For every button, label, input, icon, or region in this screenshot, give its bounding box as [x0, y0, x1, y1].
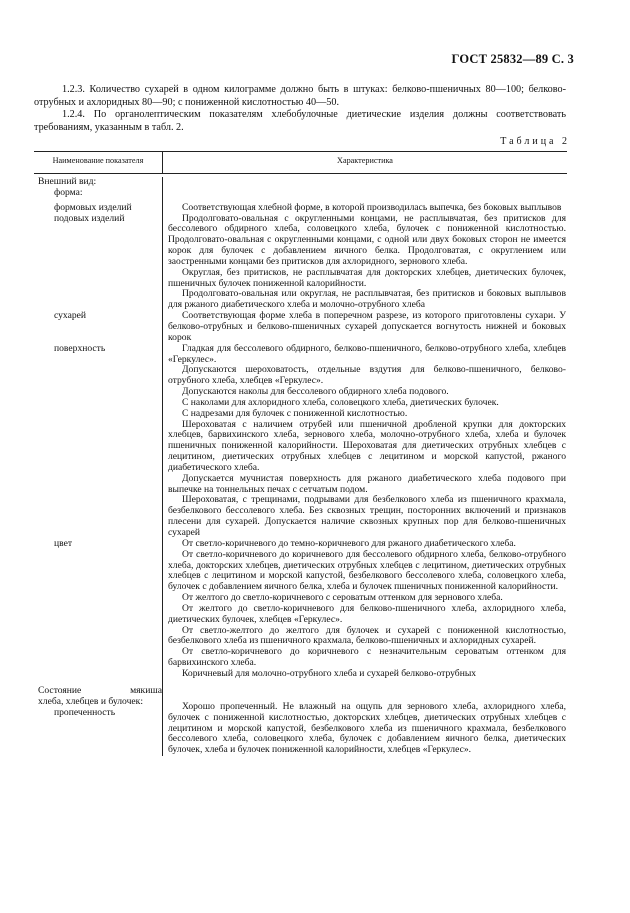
- row-label: хлеба, хлебцев и булочек:: [38, 695, 143, 707]
- row-text: Соответствующая хлебной форме, в которой производилась выпечка, без боковых выплывов: [182, 201, 562, 213]
- row-text: С надрезами для булочек с пониженной кислотностью.: [182, 407, 408, 419]
- table-row-colour: [34, 539, 567, 680]
- table-row-mould-products: [34, 203, 567, 214]
- row-label: подовых изделий: [54, 212, 125, 224]
- row-text: Шероховатая с наличием отрубей или пшеничной дробленой крупки для докторских хлебцев, барвихинского хлеба, зернового хлеба, молочно-отрубного хлеба, хлеба и булочек пшеничных пониженной калорийности. Шероховатая для диетических отрубных хлебцев с лецитином, диетических отрубных хлебцев с лецитином и морской капустой, ржаного диабетического хлеба.: [168, 418, 566, 473]
- row-text: С наколами для ахлоридного хлеба, соловецкого хлеба, диетических булочек.: [182, 396, 499, 408]
- row-text: От светло-коричневого до коричневого для бессолевого обдирного хлеба, белково-отрубного хлеба, докторских хлебцев, диетических отрубных хлебцев с лецитином, диетических отрубных хлебцев с лецитином и морской капустой, безбелкового бессолевого хлеба, соловецкого хлеба, булочек с добавлением яичного белка, хлеба и булочек пшеничных пониженной калорийности.: [168, 548, 566, 593]
- row-label: форма:: [54, 186, 83, 198]
- table-label: Таблица 2: [500, 136, 570, 147]
- row-text: Соответствующая форме хлеба в поперечном разрезе, из которого приготовлены сухари. У белково-отрубных и белково-пшеничных сухарей допускается вогнутость нижней и боковых корок: [168, 310, 566, 343]
- row-label: пропеченность: [54, 706, 116, 718]
- row-text: Допускаются наколы для бессолевого обдирного хлеба подового.: [182, 386, 449, 398]
- row-text: От светло-желтого до желтого для булочек и сухарей с пониженной кислотностью, безбелкового хлеба из пшеничного крахмала, белково-пшеничных и ахлоридных сухарей.: [168, 624, 566, 647]
- row-text: Хорошо пропеченный. Не влажный на ощупь для зернового хлеба, ахлоридного хлеба, булочек с пониженной кислотностью, докторских хлебцев, диетических отрубных хлебцев с лецитином и морской капустой, безбелкового хлеба из пшеничного крахмала, безбелкового бессолевого хлеба, соловецкого хлеба, булочек с добавлением яичного белка, диетических булочек, хлеба и булочек пониженной калорийности, хлебцев «Геркулес».: [168, 700, 566, 756]
- row-label: Внешний вид:: [38, 176, 97, 187]
- row-text: Шероховатая, с трещинами, подрывами для безбелкового хлеба из пшеничного крахмала, безбелкового бессолевого хлеба. Без сквозных трещин, посторонних включений и признаков плесени для сухарей. Допускается наличие сквозных крупных пор для белково-пшеничных сухарей: [168, 494, 566, 538]
- paragraph-text: 1.2.3. Количество сухарей в одном килограмме должно быть в штуках: белково-пшеничных 80—100; белково-отрубных и ахлоридных 80—90; с пониженной кислотностью 40—50.: [34, 84, 566, 108]
- row-text: Продолговато-овальная или округлая, не расплывчатая, без притисков и боковых выплывов для ржаного диабетического хлеба и молочно-отрубного хлеба: [168, 288, 566, 311]
- paragraph-1-2-3: [34, 84, 566, 109]
- table-row-hearth-products: [34, 214, 567, 312]
- table-row-appearance: [34, 177, 567, 199]
- row-text: От светло-коричневого до темно-коричневого для ржаного диабетического хлеба.: [182, 537, 516, 549]
- paragraph-text: 1.2.4. По органолептическим показателям хлебобулочные диетические изделия должны соответствовать требованиям, указанным в табл. 2.: [34, 109, 566, 133]
- table-row-surface: [34, 344, 567, 539]
- row-label: формовых изделий: [54, 201, 132, 213]
- row-text: Гладкая для бессолевого обдирного, белково-пшеничного, белково-отрубного хлеба, хлебцев «Геркулес».: [168, 342, 566, 365]
- row-text: Округлая, без притисков, не расплывчатая для докторских хлебцев, диетических булочек, пшеничных булочек пониженной калорийности.: [168, 266, 566, 289]
- table-2: [34, 151, 567, 756]
- row-text: Продолговато-овальная с округленными концами, не расплывчатая, без притисков для бессолевого обдирного хлеба, соловецкого хлеба, булочек с пониженной кислотностью. Продолговато-овальная с округленными концами, с одной или двух боковых сторон не имеется корок для булочек с добавлением яичного белка. Продолговатая, с округлением или заостренными концами без притисков для ахлоридного, зернового хлеба.: [168, 212, 566, 267]
- row-text: Коричневый для молочно-отрубного хлеба и сухарей белково-отрубных: [182, 667, 477, 679]
- row-text: Допускается мучнистая поверхность для ржаного диабетического хлеба подового при выпечке на тоннельных печах с сетчатым подом.: [168, 472, 566, 495]
- table-row-rusks: [34, 311, 567, 344]
- row-label: сухарей: [54, 310, 87, 322]
- row-label: Состояние мякиша: [38, 684, 162, 696]
- row-text: От светло-коричневого до коричневого с незначительным сероватым оттенком для барвихинского хлеба.: [168, 646, 566, 669]
- table-header-row: [34, 151, 567, 174]
- row-text: Допускаются шероховатость, отдельные вздутия для белково-пшеничного, белково-отрубного хлеба, хлебцев «Геркулес».: [168, 364, 566, 387]
- row-label: цвет: [54, 537, 73, 549]
- table-row-crumb-state: [34, 686, 567, 756]
- col-header-indicator: Наименование показателя: [52, 156, 144, 165]
- page-header: ГОСТ 25832—89 С. 3: [451, 52, 574, 66]
- paragraph-1-2-4: [34, 109, 566, 134]
- table-body: [34, 177, 567, 756]
- col-header-characteristic: Характеристика: [337, 156, 393, 165]
- row-text: От желтого до светло-коричневого для белково-пшеничного хлеба, ахлоридного хлеба, диетических булочек, хлебцев «Геркулес».: [168, 602, 566, 625]
- row-label: поверхность: [54, 342, 106, 354]
- row-text: От желтого до светло-коричневого с сероватым оттенком для зернового хлеба.: [182, 592, 503, 604]
